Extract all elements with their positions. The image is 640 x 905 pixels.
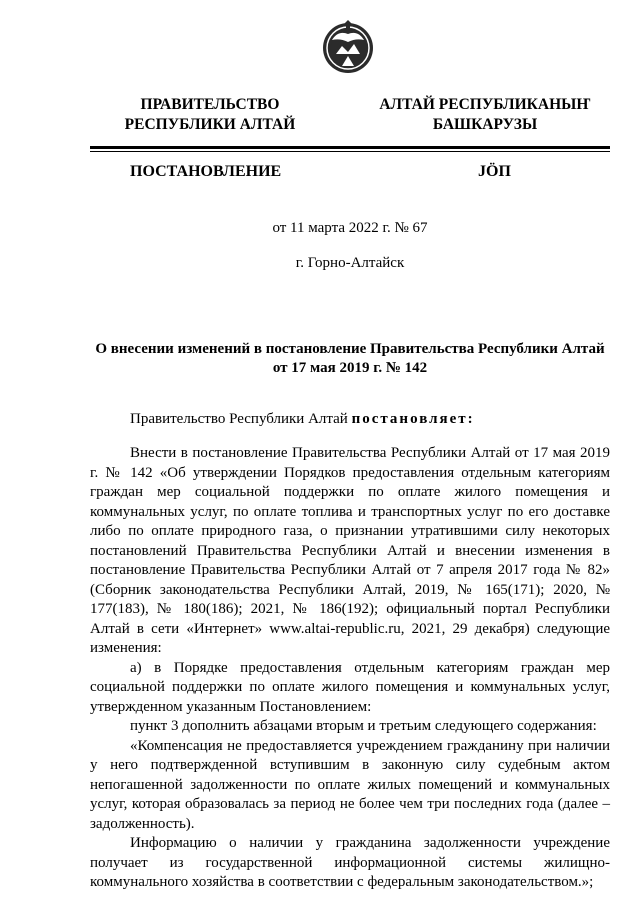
body-paragraph: «Компенсация не предоставляется учреждением гражданину при наличии у него подтвержденной вступившим в законную силу судебным актом непогашенной задолженности по оплате жилых помещений и коммунальных услуг, которая образовалась за период не более чем три последних года (далее – задолженность). (90, 737, 610, 832)
header-divider-thick (90, 146, 610, 149)
government-name-line1: ПРАВИТЕЛЬСТВО (140, 96, 280, 113)
document-title-line1: О внесении изменений в постановление Правительства Республики Алтай (95, 341, 605, 357)
document-title (90, 340, 610, 378)
document-title-line2: от 17 мая 2019 г. № 142 (272, 360, 428, 376)
document-type-russian: ПОСТАНОВЛЕНИЕ (130, 163, 282, 180)
body-paragraph: а) в Порядке предоставления отдельным категориям граждан мер социальной поддержки по оплате жилого помещения и коммунальных услуг, утвержденном указанным Постановлением: (90, 659, 610, 715)
body-paragraph: пункт 3 дополнить абзацами вторым и третьим следующего содержания: (130, 718, 597, 734)
preamble-text: Правительство Республики Алтай (130, 411, 352, 427)
preamble-decree-word: постановляет: (351, 411, 475, 427)
coat-of-arms-emblem (322, 20, 374, 78)
government-name-russian (100, 95, 320, 135)
body-paragraph: Информацию о наличии у гражданина задолженности учреждение получает из государственной информационной системы жилищно-коммунального хозяйства в соответствии с федеральным законодательством.»; (90, 835, 610, 890)
body-paragraph: Внести в постановление Правительства Республики Алтай от 17 мая 2019 г. № 142 «Об утверждении Порядков предоставления отдельным категориям граждан мер социальной поддержки по оплате жилого помещения и коммунальных услуг, по оплате топлива и транспортных услуг по его доставке либо по оплате природного газа, о признании утратившими силу некоторых постановлений Правительства Республики Алтай и внесении изменения в постановление Правительства Республики Алтай от 7 апреля 2017 года № 82» (Сборник законодательства Республики Алтай, 2019, № 165(171); 2020, № 177(183), № 180(186); 2021, № 186(192); официальный портал Республики Алтай в сети «Интернет» www.altai-republic.ru, 2021, 29 декабря) следующие изменения: (90, 445, 610, 656)
header-divider-thin (90, 151, 610, 152)
preamble (90, 410, 610, 430)
government-name-line2: РЕСПУБЛИКИ АЛТАЙ (124, 116, 296, 133)
document-type-altai: JÖП (478, 163, 511, 180)
document-date-number: от 11 марта 2022 г. № 67 (272, 220, 428, 236)
document-city: г. Горно-Алтайск (295, 255, 405, 271)
document-body (90, 444, 610, 893)
government-name-altai (370, 95, 600, 135)
government-name-altai-line1: АЛТАЙ РЕСПУБЛИКАНЫҤ (379, 96, 591, 113)
government-name-altai-line2: БАШКАРУЗЫ (432, 116, 538, 133)
